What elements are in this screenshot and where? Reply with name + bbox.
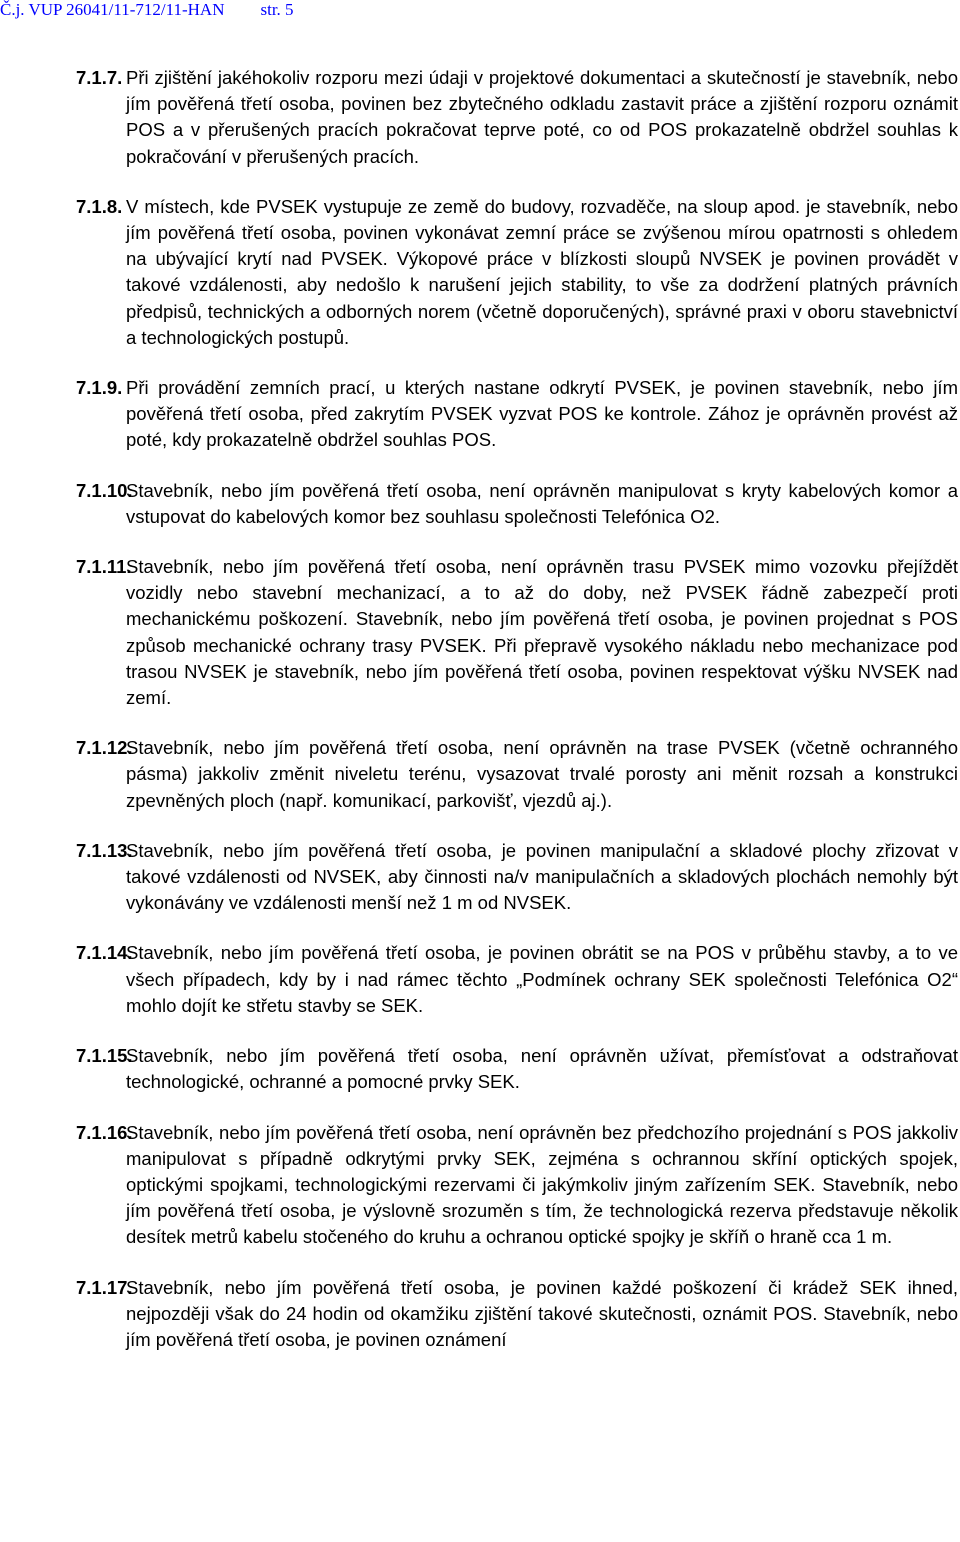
clause-text: Stavebník, nebo jím pověřená třetí osoba, je povinen obrátit se na POS v průběhu stavby, a to ve všech případech, kdy by i nad rámec těchto „Podmínek ochrany SEK společnosti Telefónica O2“ mohlo dojít ke střetu stavby se SEK. bbox=[126, 942, 958, 1016]
clause-text: Stavebník, nebo jím pověřená třetí osoba, není oprávněn trasu PVSEK mimo vozovku přejíždět vozidly nebo stavební mechanizací, a to až do doby, než PVSEK řádně zabezpečí proti mechanickému poškození. Stavebník, nebo jím pověřená třetí osoba, je povinen projednat s POS způsob mechanické ochrany trasy PVSEK. Při přepravě vysokého nákladu nebo mechanizace pod trasou NVSEK je stavebník, nebo jím pověřená třetí osoba, povinen respektovat výšku NVSEK nad zemí. bbox=[126, 556, 958, 709]
clause-number: 7.1.7. bbox=[76, 67, 123, 88]
clause-number: 7.1.9. bbox=[76, 377, 123, 399]
clause-text: V místech, kde PVSEK vystupuje ze země do budovy, rozvaděče, na sloup apod. je stavebník, nebo jím pověřená třetí osoba, povinen vykonávat zemní práce se zvýšenou mírou opatrnosti s ohledem na ubývající krytí nad PVSEK. Výkopové práce v blízkosti sloupů NVSEK je povinen provádět v takové vzdálenosti, aby nedošlo k narušení jejich stability, to vše za dodržení platných právních předpisů, technických a odborných norem (včetně doporučených), správné praxi v oboru stavebnictví a technologických postupů. bbox=[126, 195, 958, 348]
document-reference: Č.j. VUP 26041/11-712/11-HAN bbox=[0, 0, 225, 19]
clause-7-1-12 bbox=[76, 735, 958, 814]
clause-number: 7.1.16. bbox=[76, 1121, 133, 1143]
clause-text: Stavebník, nebo jím pověřená třetí osoba, není oprávněn bez předchozího projednání s POS jakkoliv manipulovat s případně odkrytými prvky SEK, zejména s ochrannou skříní optických spojek, optickými spojkami, technologickými rezervami či jakýmkoliv jiným zařízením SEK. Stavebník, nebo jím pověřená třetí osoba, je výslovně srozuměn s tím, že technologická rezerva představuje několik desítek metrů kabelu stočeného do kruhu a ochranou optické spojky je skříň o hraně cca 1 m. bbox=[126, 1121, 958, 1248]
clause-number: 7.1.12. bbox=[76, 737, 133, 759]
clause-number: 7.1.15. bbox=[76, 1045, 133, 1067]
clause-text: Stavebník, nebo jím pověřená třetí osoba, není oprávněn užívat, přemísťovat a odstraňovat technologické, ochranné a pomocné prvky SEK. bbox=[126, 1045, 958, 1093]
clause-text: Stavebník, nebo jím pověřená třetí osoba, je povinen každé poškození či krádež SEK ihned, nejpozději však do 24 hodin od okamžiku zjištění takové skutečnosti, oznámit POS. Stavebník, nebo jím pověřená třetí osoba, je povinen oznámení bbox=[126, 1276, 958, 1350]
clause-text: Při provádění zemních prací, u kterých nastane odkrytí PVSEK, je povinen stavebník, nebo jím pověřená třetí osoba, před zakrytím PVSEK vyzvat POS ke kontrole. Zához je oprávněn provést až poté, kdy prokazatelně obdržel souhlas POS. bbox=[126, 377, 958, 451]
page-header bbox=[0, 0, 294, 22]
page-number: str. 5 bbox=[260, 0, 294, 19]
clause-number: 7.1.10. bbox=[76, 479, 133, 501]
clause-number: 7.1.13. bbox=[76, 839, 133, 861]
clause-7-1-9 bbox=[76, 375, 958, 454]
clause-number: 7.1.11. bbox=[76, 556, 132, 578]
clause-7-1-10 bbox=[76, 478, 958, 530]
clause-7-1-17 bbox=[76, 1275, 958, 1354]
clause-number: 7.1.14. bbox=[76, 942, 133, 964]
clause-text: Při zjištění jakéhokoliv rozporu mezi údaji v projektové dokumentaci a skutečností je stavebník, nebo jím pověřená třetí osoba, povinen bez zbytečného odkladu zastavit práce a zjištění rozporu oznámit POS a v přerušených pracích pokračovat teprve poté, co od POS prokazatelně obdržel souhlas k pokračování v přerušených pracích. bbox=[126, 67, 958, 167]
clause-7-1-7 bbox=[76, 65, 958, 170]
clause-7-1-8 bbox=[76, 194, 958, 351]
clause-number: 7.1.8. bbox=[76, 195, 123, 217]
clause-text: Stavebník, nebo jím pověřená třetí osoba, není oprávněn na trase PVSEK (včetně ochranného pásma) jakkoliv změnit niveletu terénu, vysazovat trvalé porosty ani měnit rozsah a konstrukci zpevněných ploch (např. komunikací, parkovišť, vjezdů aj.). bbox=[126, 737, 958, 811]
document-body bbox=[76, 65, 958, 1377]
clause-7-1-15 bbox=[76, 1043, 958, 1095]
clause-7-1-13 bbox=[76, 838, 958, 917]
clause-7-1-16 bbox=[76, 1120, 958, 1251]
clause-text: Stavebník, nebo jím pověřená třetí osoba, není oprávněn manipulovat s kryty kabelových komor a vstupovat do kabelových komor bez souhlasu společnosti Telefónica O2. bbox=[126, 479, 958, 527]
clause-number: 7.1.17. bbox=[76, 1276, 133, 1298]
clause-7-1-14 bbox=[76, 940, 958, 1019]
clause-text: Stavebník, nebo jím pověřená třetí osoba, je povinen manipulační a skladové plochy zřizovat v takové vzdálenosti od NVSEK, aby činnosti na/v manipulačních a skladových plochách nemohly být vykonávány ve vzdálenosti menší než 1 m od NVSEK. bbox=[126, 839, 958, 914]
clause-7-1-11 bbox=[76, 554, 958, 711]
